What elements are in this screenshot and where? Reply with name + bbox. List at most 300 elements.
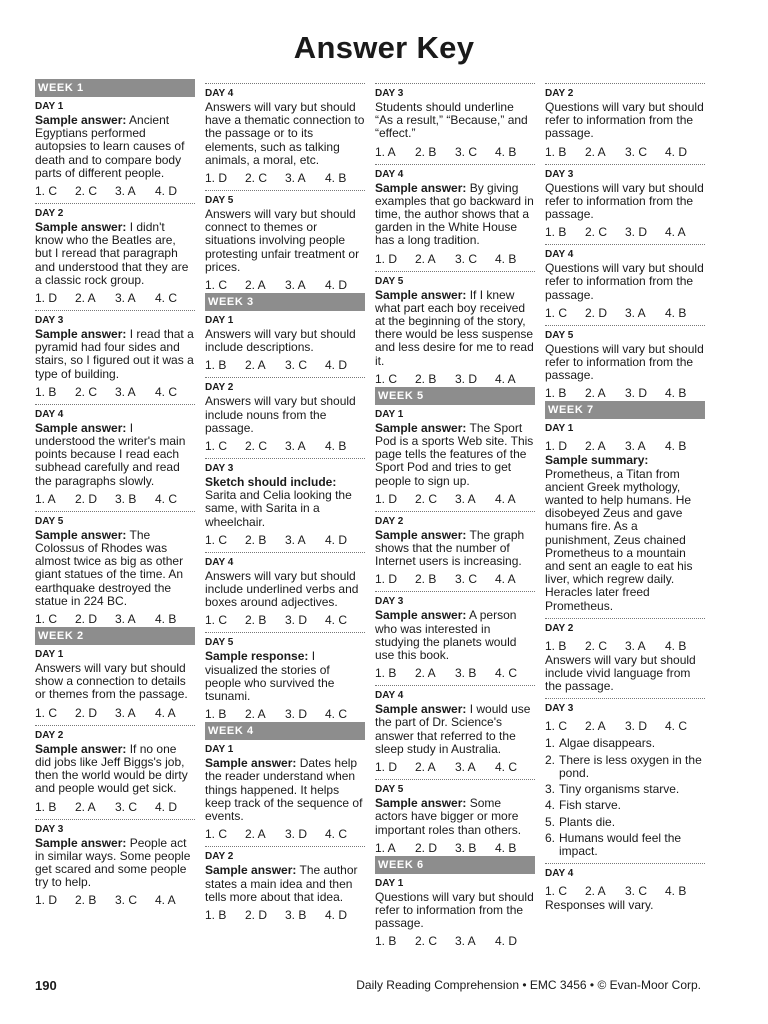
answer-choice: 4. B xyxy=(155,612,177,627)
list-item-text: Humans would feel the impact. xyxy=(559,830,682,858)
answer-choice: 2. D xyxy=(75,705,98,720)
answer-choice: 3. B xyxy=(285,907,307,922)
answer-choice: 1. C xyxy=(35,612,58,627)
answer-choices-row xyxy=(375,666,535,680)
answer-body: I would use the part of Dr. Science's answer that referred to the sleep study in Australia. xyxy=(375,702,531,756)
week-header: WEEK 2 xyxy=(35,627,195,645)
answer-column-4 xyxy=(545,78,705,915)
answer-body: Prometheus, a Titan from ancient Greek mythology, wanted to help humans. He disobeyed Zeus and gave humans fire. As a punishment, Zeus chained Prometheus to a mountain and sent an eagle to eat his liver, which regrew daily. Heracles later freed Prometheus. xyxy=(545,466,693,613)
answer-label: Sample answer: xyxy=(35,835,127,850)
day-label: DAY 3 xyxy=(375,88,404,99)
answer-choices-row xyxy=(545,719,705,733)
answer-choice: 1. C xyxy=(205,827,228,842)
answer-choice: 1. C xyxy=(205,613,228,628)
answer-choice: 4. B xyxy=(495,840,517,855)
answer-label: Sample answer: xyxy=(205,756,297,771)
answer-choices-row xyxy=(205,707,365,721)
answer-choice: 3. A xyxy=(115,184,136,199)
answer-choice: 1. D xyxy=(35,893,58,908)
answer-choices-row xyxy=(35,612,195,626)
answer-body: If no one did jobs like Jeff Biggs's job, then the world would be dirty and people would get sick. xyxy=(35,741,188,796)
answer-choice: 3. A xyxy=(115,291,136,306)
answer-choices-row xyxy=(545,306,705,320)
day-label: DAY 5 xyxy=(205,637,234,649)
answer-choice: 2. C xyxy=(75,384,98,399)
answer-choice: 3. C xyxy=(625,884,648,899)
answer-choice: 1. B xyxy=(205,358,227,373)
answer-choice: 2. B xyxy=(245,532,267,547)
day-label: DAY 5 xyxy=(375,275,404,287)
answer-choices-row xyxy=(35,291,195,305)
answer-choice: 1. C xyxy=(545,719,568,734)
answer-label: Sample answer: xyxy=(35,220,127,235)
answer-text xyxy=(35,662,195,702)
answer-choices-row xyxy=(35,800,195,814)
answer-choices-row xyxy=(375,841,535,855)
answer-body: A person who was interested in studying the planets would use this book. xyxy=(375,608,517,663)
answer-choices-row xyxy=(545,439,705,453)
answer-choice: 4. A xyxy=(495,371,516,386)
answer-choice: 3. C xyxy=(455,572,478,587)
answer-choice: 3. C xyxy=(625,144,648,159)
list-item xyxy=(545,783,705,796)
answer-choice: 3. A xyxy=(285,278,306,293)
answer-text xyxy=(545,899,705,912)
list-item xyxy=(545,816,705,829)
answer-body: The graph shows that the number of Internet users is increasing. xyxy=(375,527,525,569)
answer-text xyxy=(35,328,195,381)
answer-choice: 1. A xyxy=(375,144,396,159)
answer-choice: 2. B xyxy=(415,144,437,159)
answer-choice: 2. C xyxy=(415,934,438,949)
answer-choice: 2. D xyxy=(75,612,98,627)
answer-choice: 4. A xyxy=(155,705,176,720)
answer-choice: 1. B xyxy=(375,666,397,681)
answer-body: I visualized the stories of people who survived the tsunami. xyxy=(205,649,335,704)
answer-choice: 4. A xyxy=(155,893,176,908)
answer-choice: 1. B xyxy=(375,934,397,949)
answer-text xyxy=(35,114,195,180)
dotted-divider xyxy=(205,377,365,378)
day-label: DAY 2 xyxy=(205,851,234,863)
dotted-divider xyxy=(205,846,365,847)
answer-choice: 3. A xyxy=(285,532,306,547)
answer-choice: 3. A xyxy=(285,171,306,186)
dotted-divider xyxy=(545,863,705,864)
answer-choices-row xyxy=(375,572,535,586)
dotted-divider xyxy=(205,632,365,633)
answer-text xyxy=(545,343,705,383)
day-label: DAY 2 xyxy=(205,382,234,394)
answer-choice: 4. B xyxy=(495,144,517,159)
dotted-divider xyxy=(35,511,195,512)
answer-label: Sample answer: xyxy=(205,863,297,878)
day-label: DAY 3 xyxy=(375,596,404,608)
answer-label: Sample answer: xyxy=(35,741,127,756)
answer-choice: 2. D xyxy=(75,491,98,506)
answer-text xyxy=(35,743,195,796)
answer-choice: 3. A xyxy=(285,439,306,454)
answer-label: Sample response: xyxy=(205,649,309,664)
answer-choice: 4. C xyxy=(495,760,518,775)
answer-choice: 2. A xyxy=(245,827,266,842)
answer-text xyxy=(205,208,365,274)
dotted-divider xyxy=(545,618,705,619)
day-label: DAY 1 xyxy=(205,744,234,756)
answer-choices-row xyxy=(35,893,195,907)
answer-choices-row xyxy=(375,934,535,948)
answer-text xyxy=(35,221,195,287)
answer-choices-row xyxy=(205,171,365,185)
day-label: DAY 3 xyxy=(35,823,64,835)
day-label: DAY 4 xyxy=(375,168,404,180)
day-label: DAY 2 xyxy=(375,515,404,527)
answer-choice: 2. A xyxy=(415,666,436,681)
answer-choice: 4. D xyxy=(325,907,348,922)
answer-choice: 1. A xyxy=(35,491,56,506)
answer-choices-row xyxy=(205,358,365,372)
answer-text xyxy=(375,422,535,488)
answer-column-2 xyxy=(205,78,365,923)
answer-choices-row xyxy=(375,372,535,386)
answer-body: Dates help the reader understand when things happened. It helps keep track of the sequence of events. xyxy=(205,756,363,824)
answer-choice: 1. D xyxy=(375,251,398,266)
answer-body: People act in similar ways. Some people get scared and some people try to help. xyxy=(35,835,191,890)
answer-body: Questions will vary but should refer to information from the passage. xyxy=(545,261,704,302)
dotted-divider xyxy=(35,203,195,204)
answer-label: Sample answer: xyxy=(375,420,467,435)
list-item xyxy=(545,832,705,858)
answer-choice: 3. A xyxy=(625,439,646,454)
day-label: DAY 1 xyxy=(545,423,574,435)
dotted-divider xyxy=(205,83,365,84)
answer-choice: 3. C xyxy=(285,358,308,373)
answer-choices-row xyxy=(205,827,365,841)
answer-choice: 2. B xyxy=(75,893,97,908)
answer-text xyxy=(545,454,705,612)
answer-choice: 4. D xyxy=(155,184,178,199)
answer-body: Questions will vary but should refer to information from the passage. xyxy=(545,180,704,222)
answer-text xyxy=(205,650,365,703)
day-label: DAY 5 xyxy=(375,784,404,796)
answer-label: Sample answer: xyxy=(375,608,467,623)
answer-choice: 1. B xyxy=(205,707,227,722)
answer-choices-row xyxy=(205,908,365,922)
answer-choice: 1. C xyxy=(205,532,228,547)
answer-body: Ancient Egyptians performed autopsies to learn causes of death and to compare body parts of different people. xyxy=(35,113,185,180)
answer-body: Questions will vary but should refer to information from the passage. xyxy=(545,100,704,141)
answer-choice: 2. D xyxy=(245,907,268,922)
answer-text xyxy=(375,101,535,141)
week-header: WEEK 6 xyxy=(375,856,535,874)
list-item-number: 5. xyxy=(545,814,556,829)
answer-text xyxy=(205,757,365,823)
answer-choice: 1. C xyxy=(35,705,58,720)
day-label: DAY 4 xyxy=(375,690,404,702)
answer-choice: 4. D xyxy=(325,358,348,373)
day-label: DAY 3 xyxy=(35,315,64,327)
answer-choice: 1. D xyxy=(375,760,398,775)
answer-choices-row xyxy=(205,533,365,547)
answer-choices-row xyxy=(545,884,705,898)
answer-body: Sarita and Celia looking the same, with Sarita in a wheelchair. xyxy=(205,488,352,529)
list-item-text: Plants die. xyxy=(559,814,616,829)
answer-text xyxy=(205,570,365,610)
answer-text xyxy=(375,797,535,837)
answer-choice: 2. A xyxy=(245,278,266,293)
answer-choice: 4. B xyxy=(665,439,687,454)
answer-label: Sample answer: xyxy=(35,327,127,342)
dotted-divider xyxy=(205,552,365,553)
answer-choice: 4. B xyxy=(495,251,517,266)
answer-choices-row xyxy=(35,385,195,399)
answer-body: The Sport Pod is a sports Web site. This page tells the features of the Sport Pod and tries to get people to sign up. xyxy=(375,420,534,488)
answer-choice: 1. B xyxy=(545,386,567,401)
answer-choice: 4. C xyxy=(325,707,348,722)
answer-choice: 2. A xyxy=(415,251,436,266)
answer-choice: 4. B xyxy=(665,386,687,401)
answer-choice: 1. C xyxy=(35,184,58,199)
answer-choice: 4. D xyxy=(325,278,348,293)
answer-choice: 1. B xyxy=(35,384,57,399)
answer-label: Sample answer: xyxy=(375,796,467,811)
answer-text xyxy=(545,262,705,302)
answer-body: I read that a pyramid had four sides and stairs, so I figured out it was a type of building. xyxy=(35,327,194,381)
answer-choice: 2. C xyxy=(415,491,438,506)
list-item-text: Algae disappears. xyxy=(559,736,656,751)
answer-text xyxy=(545,101,705,141)
answer-text xyxy=(205,101,365,167)
answer-choice: 1. C xyxy=(375,371,398,386)
answer-choice: 1. B xyxy=(35,799,57,814)
day-label: DAY 4 xyxy=(545,868,574,880)
dotted-divider xyxy=(35,310,195,311)
answer-choice: 1. D xyxy=(35,291,58,306)
answer-body: Answers will vary but should have a thematic connection to the passage or to its elements, such as talking animals, a moral, etc. xyxy=(205,100,365,167)
answer-text xyxy=(375,529,535,569)
answer-choice: 3. A xyxy=(115,705,136,720)
answer-body: Answers will vary but should show a connection to details or themes from the passage. xyxy=(35,661,188,702)
answer-choice: 3. A xyxy=(115,612,136,627)
answer-choice: 3. C xyxy=(455,251,478,266)
dotted-divider xyxy=(205,190,365,191)
answer-body: Answers will vary but should include vivid language from the passage. xyxy=(545,652,696,694)
list-item xyxy=(545,737,705,750)
answer-column-3 xyxy=(375,78,535,949)
dotted-divider xyxy=(545,698,705,699)
dotted-divider xyxy=(375,779,535,780)
answer-text xyxy=(375,609,535,662)
answer-choice: 2. C xyxy=(75,184,98,199)
answer-choices-row xyxy=(35,492,195,506)
dotted-divider xyxy=(35,819,195,820)
answer-label: Sample answer: xyxy=(375,702,467,717)
day-label: DAY 5 xyxy=(35,515,64,527)
sequence-list xyxy=(545,737,705,858)
list-item-number: 1. xyxy=(545,736,556,751)
answer-choice: 3. D xyxy=(285,613,308,628)
dotted-divider xyxy=(375,591,535,592)
list-item-text: There is less oxygen in the pond. xyxy=(559,752,702,780)
day-label: DAY 4 xyxy=(35,408,64,420)
answer-choice: 1. B xyxy=(205,907,227,922)
answer-text xyxy=(375,891,535,931)
answer-choice: 3. D xyxy=(455,371,478,386)
list-item-number: 4. xyxy=(545,798,556,813)
answer-choice: 1. A xyxy=(375,840,396,855)
answer-text xyxy=(205,864,365,904)
answer-text xyxy=(375,703,535,756)
day-label: DAY 4 xyxy=(545,249,574,261)
answer-label: Sketch should include: xyxy=(205,475,337,490)
list-item xyxy=(545,754,705,780)
dotted-divider xyxy=(35,725,195,726)
answer-choice: 2. A xyxy=(75,291,96,306)
answer-choice: 4. C xyxy=(325,613,348,628)
answer-text xyxy=(35,422,195,488)
answer-choice: 2. A xyxy=(245,358,266,373)
day-label: DAY 1 xyxy=(375,408,404,420)
answer-body: Answers will vary but should include descriptions. xyxy=(205,327,356,355)
answer-body: By giving examples that go backward in time, the author shows that a garden in the White House has a long tradition. xyxy=(375,180,534,248)
answer-choice: 4. C xyxy=(495,666,518,681)
answer-column-1 xyxy=(35,78,195,908)
answer-choice: 2. A xyxy=(585,884,606,899)
answer-choice: 4. C xyxy=(155,491,178,506)
answer-choice: 4. B xyxy=(665,305,687,320)
answer-text xyxy=(545,182,705,222)
day-label: DAY 1 xyxy=(205,315,234,327)
answer-choice: 4. A xyxy=(495,572,516,587)
answer-choice: 4. C xyxy=(155,291,178,306)
dotted-divider xyxy=(35,404,195,405)
day-label: DAY 5 xyxy=(545,329,574,341)
day-label: DAY 2 xyxy=(545,88,574,99)
answer-text xyxy=(35,837,195,890)
week-header: WEEK 3 xyxy=(205,293,365,311)
answer-choice: 4. D xyxy=(325,532,348,547)
dotted-divider xyxy=(375,164,535,165)
answer-choice: 1. D xyxy=(205,171,228,186)
answer-choice: 4. D xyxy=(155,799,178,814)
list-item-text: Fish starve. xyxy=(559,798,622,813)
answer-body: If I knew what part each boy received at the beginning of the story, there would be less suspense and less desire for me to read it. xyxy=(375,287,534,368)
answer-choice: 1. C xyxy=(205,278,228,293)
answer-choice: 2. A xyxy=(585,719,606,734)
answer-choice: 3. D xyxy=(625,719,648,734)
answer-choice: 3. C xyxy=(115,799,138,814)
answer-choice: 2. A xyxy=(585,386,606,401)
answer-choice: 1. B xyxy=(545,144,567,159)
answer-choices-row xyxy=(375,492,535,506)
answer-choice: 4. A xyxy=(665,225,686,240)
answer-choices-row xyxy=(205,278,365,292)
answer-choice: 3. A xyxy=(455,491,476,506)
answer-body: Questions will vary but should refer to information from the passage. xyxy=(375,889,534,931)
answer-choice: 3. A xyxy=(625,638,646,653)
answer-choices-row xyxy=(35,706,195,720)
answer-choice: 3. A xyxy=(455,760,476,775)
answer-choice: 3. C xyxy=(455,144,478,159)
day-label: DAY 1 xyxy=(35,101,64,112)
answer-choice: 4. C xyxy=(155,384,178,399)
answer-label: Sample answer: xyxy=(35,113,127,127)
answer-choice: 1. D xyxy=(545,439,568,454)
answer-choice: 3. A xyxy=(115,384,136,399)
list-item-number: 3. xyxy=(545,782,556,797)
answer-choice: 1. C xyxy=(545,884,568,899)
answer-label: Sample answer: xyxy=(35,420,127,435)
answer-choices-row xyxy=(35,184,195,198)
answer-body: Responses will vary. xyxy=(545,898,654,913)
day-label: DAY 4 xyxy=(205,88,234,99)
list-item xyxy=(545,799,705,812)
answer-choices-row xyxy=(545,145,705,159)
day-label: DAY 4 xyxy=(205,556,234,568)
week-header: WEEK 4 xyxy=(205,722,365,740)
answer-choice: 3. B xyxy=(455,666,477,681)
answer-body: I understood the writer's main points because I read each subhead carefully and read the paragraphs slowly. xyxy=(35,420,186,488)
answer-text xyxy=(545,654,705,694)
day-label: DAY 5 xyxy=(205,195,234,207)
answer-choice: 3. B xyxy=(455,840,477,855)
answer-body: Questions will vary but should refer to information from the passage. xyxy=(545,341,704,383)
answer-body: I didn't know who the Beatles are, but I reread that paragraph and understood that they are a classic rock group. xyxy=(35,220,189,287)
day-label: DAY 2 xyxy=(545,622,574,634)
day-label: DAY 3 xyxy=(545,703,574,715)
answer-body: Answers will vary but should include nouns from the passage. xyxy=(205,394,356,435)
answer-choice: 1. C xyxy=(205,439,228,454)
answer-choice: 4. C xyxy=(665,719,688,734)
week-header: WEEK 5 xyxy=(375,387,535,405)
answer-choice: 3. B xyxy=(115,491,137,506)
answer-choice: 3. D xyxy=(285,707,308,722)
dotted-divider xyxy=(545,83,705,84)
dotted-divider xyxy=(375,511,535,512)
answer-text xyxy=(375,289,535,368)
answer-text xyxy=(205,476,365,529)
answer-body: The Colossus of Rhodes was almost twice as big as other giant statues of the time. An earthquake destroyed the statue in 224 BC. xyxy=(35,527,184,608)
answer-choice: 4. B xyxy=(325,439,347,454)
answer-choice: 2. B xyxy=(415,371,437,386)
answer-choice: 2. C xyxy=(245,439,268,454)
answer-choice: 2. A xyxy=(75,799,96,814)
answer-label: Sample answer: xyxy=(35,527,127,542)
footer-credit: Daily Reading Comprehension • EMC 3456 • © Evan-Moor Corp. xyxy=(356,978,701,992)
day-label: DAY 1 xyxy=(35,649,64,661)
answer-label: Sample answer: xyxy=(375,287,467,302)
day-label: DAY 2 xyxy=(35,208,64,220)
answer-text xyxy=(35,529,195,608)
answer-choice: 2. C xyxy=(585,638,608,653)
page-title: Answer Key xyxy=(293,30,475,65)
answer-choice: 2. D xyxy=(585,305,608,320)
answer-choice: 4. D xyxy=(665,144,688,159)
answer-choice: 2. A xyxy=(585,144,606,159)
answer-choice: 2. A xyxy=(245,707,266,722)
list-item-number: 2. xyxy=(545,752,556,767)
dotted-divider xyxy=(375,685,535,686)
dotted-divider xyxy=(545,325,705,326)
answer-label: Sample answer: xyxy=(375,180,467,195)
answer-body: Answers will vary but should include underlined verbs and boxes around adjectives. xyxy=(205,568,359,610)
answer-choice: 2. B xyxy=(245,613,267,628)
answer-body: Answers will vary but should connect to themes or situations involving people protesting unfair treatment or prices. xyxy=(205,207,360,274)
week-header: WEEK 1 xyxy=(35,79,195,97)
answer-choices-row xyxy=(205,613,365,627)
answer-choice: 3. A xyxy=(625,305,646,320)
answer-text xyxy=(205,395,365,435)
